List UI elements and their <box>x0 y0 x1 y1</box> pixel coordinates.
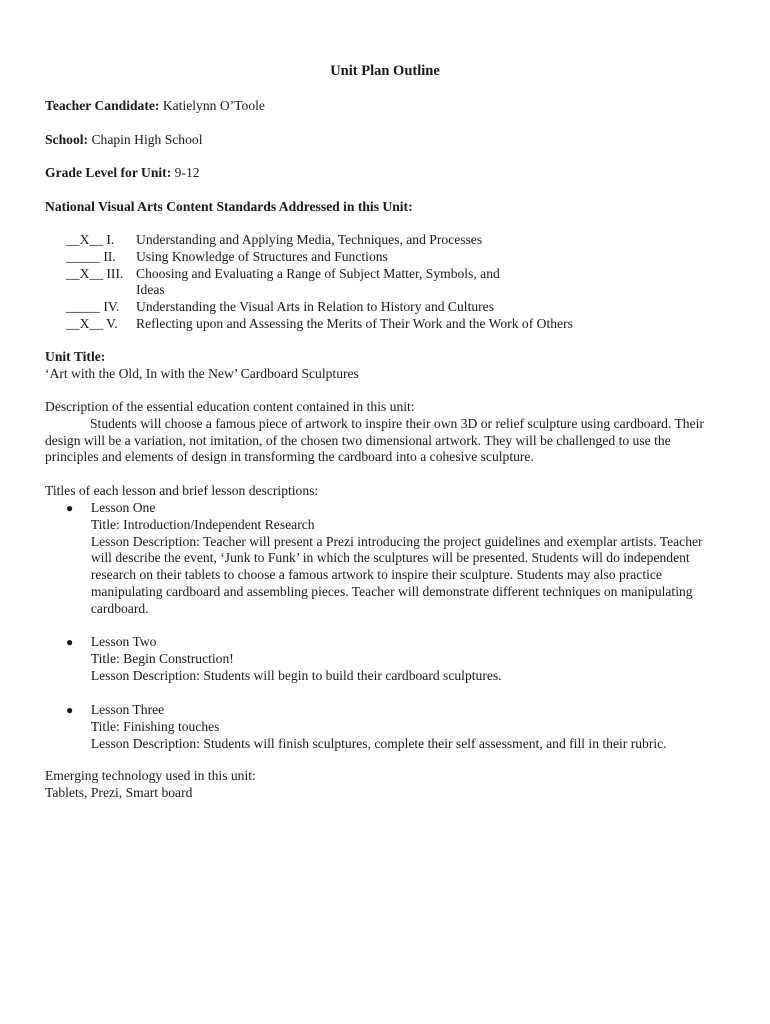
standard-text: Reflecting upon and Assessing the Merits of Their Work and the Work of Others <box>136 315 573 331</box>
unit-title-section <box>45 349 725 383</box>
standard-mark: _____ II. <box>66 248 116 264</box>
standards-list <box>66 232 656 333</box>
lesson-item <box>66 500 726 618</box>
unit-title-label: Unit Title: <box>45 349 106 364</box>
standard-mark: __X__ III. <box>66 265 124 281</box>
standard-text: Understanding the Visual Arts in Relation to History and Cultures <box>136 299 494 315</box>
standard-mark: __X__ I. <box>66 232 115 247</box>
bullet-icon: ● <box>66 501 74 515</box>
bullet-icon: ● <box>66 635 74 649</box>
lesson-description: Lesson Description: Students will begin to build their cardboard sculptures. <box>90 667 502 683</box>
grade-level-label: Grade Level for Unit: <box>45 165 172 180</box>
description-label: Description of the essential education content contained in this unit: <box>45 399 415 414</box>
teacher-candidate-value: Katielynn O’Toole <box>159 98 265 113</box>
standard-text: Using Knowledge of Structures and Functions <box>136 248 388 264</box>
standard-item <box>66 232 656 249</box>
school-label: School: <box>45 132 89 147</box>
grade-level-line <box>45 165 200 182</box>
lesson-description: Lesson Description: Teacher will present a Prezi introducing the project guidelines and exemplar artists. Teacher will describe the event, ‘Junk to Funk’ in which the sculptures will be presented. Students will do independent research on their tablets to choose a famous artwork to inspire their sculpture. Students may also practice manipulating cardboard and assembling pieces. Teacher will demonstrate different techniques on manipulating cardboard. <box>90 533 703 616</box>
standards-heading: National Visual Arts Content Standards Addressed in this Unit: <box>45 199 413 214</box>
teacher-candidate-label: Teacher Candidate: <box>45 98 160 113</box>
lesson-title: Title: Finishing touches <box>90 718 220 734</box>
grade-level-value: 9-12 <box>171 165 200 180</box>
technology-section <box>45 768 725 802</box>
description-text: Students will choose a famous piece of artwork to inspire their own 3D or relief sculpture using cardboard. Their design will be a variation, not imitation, of the chosen two dimensional artwork. They will be challenged to use the principles and elements of design in transforming the cardboard into a cohesive sculpture. <box>45 415 704 465</box>
lesson-title: Title: Begin Construction! <box>90 650 234 666</box>
standard-item <box>66 316 656 333</box>
technology-value: Tablets, Prezi, Smart board <box>45 784 193 800</box>
technology-label: Emerging technology used in this unit: <box>45 768 256 783</box>
lesson-title: Title: Introduction/Independent Research <box>90 516 315 532</box>
standard-item <box>66 249 656 266</box>
description-section <box>45 399 725 466</box>
unit-title-value: ‘Art with the Old, In with the New’ Cardboard Sculptures <box>45 365 359 381</box>
lesson-item <box>66 702 726 752</box>
standard-item <box>66 266 656 300</box>
standard-text: Understanding and Applying Media, Techniques, and Processes <box>136 232 483 247</box>
standard-item <box>66 299 656 316</box>
school-value: Chapin High School <box>88 132 203 147</box>
standard-mark: _____ IV. <box>66 299 120 315</box>
lesson-description: Lesson Description: Students will finish sculptures, complete their self assessment, and fill in their rubric. <box>90 735 667 751</box>
page-title: Unit Plan Outline <box>330 63 440 79</box>
school-line <box>45 132 202 149</box>
standard-mark: __X__ V. <box>66 315 118 331</box>
lesson-item <box>66 634 726 684</box>
bullet-icon: ● <box>66 703 74 717</box>
lesson-name: Lesson One <box>90 500 156 515</box>
lesson-name: Lesson Two <box>90 634 157 649</box>
standard-text: Choosing and Evaluating a Range of Subject Matter, Symbols, and Ideas <box>136 265 500 298</box>
lessons-label: Titles of each lesson and brief lesson descriptions: <box>45 483 319 498</box>
teacher-candidate-line <box>45 98 265 115</box>
lesson-name: Lesson Three <box>90 702 165 717</box>
